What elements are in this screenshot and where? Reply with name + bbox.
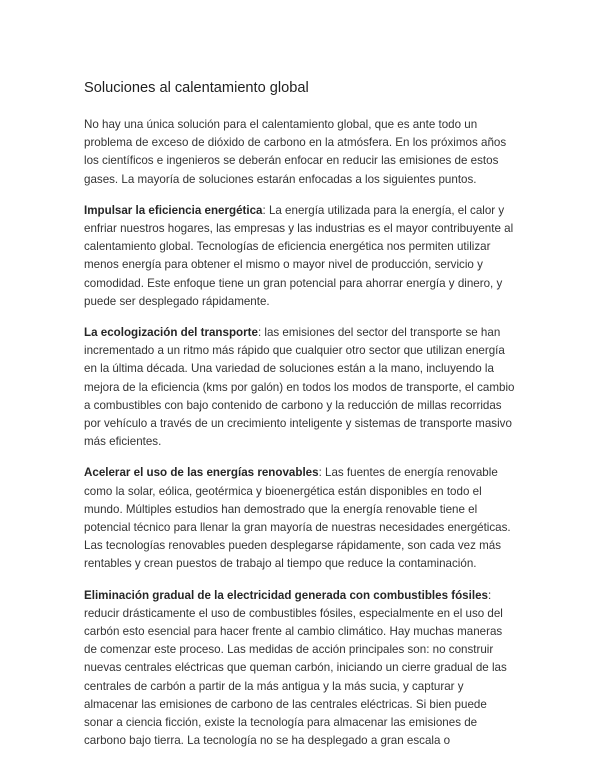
section-heading: Impulsar la eficiencia energética bbox=[84, 203, 263, 217]
section-body: : La energía utilizada para la energía, el calor y enfriar nuestros hogares, las empresas y las industrias es el mayor contribuyente al calentamiento global. Tecnologías de eficiencia energética nos permiten utilizar menos energía para obtener el mismo o mayor nivel de producción, servicio y comodidad. Este enfoque tiene un gran potencial para ahorrar energía y dinero, y puede ser desplegado rápidamente. bbox=[84, 203, 514, 308]
section-body: : Las fuentes de energía renovable como la solar, eólica, geotérmica y bioenergética están disponibles en todo el mundo. Múltiples estudios han demostrado que la energía renovable tiene el potencial técnico para llenar la gran mayoría de nuestras necesidades energéticas. Las tecnologías renovables pueden desplegarse rápidamente, son cada vez más rentables y crean puestos de trabajo al tiempo que reduce la contaminación. bbox=[84, 466, 511, 571]
section-fossil-phaseout bbox=[84, 587, 516, 751]
section-renewables bbox=[84, 464, 516, 573]
section-body: : las emisiones del sector del transporte se han incrementado a un ritmo más rápido que cualquier otro sector que utilizan energía en la última década. Una variedad de soluciones están a la mano, incluyendo la mejora de la eficiencia (kms por galón) en todos los modos de transporte, el cambio a combustibles con bajo contenido de carbono y la reducción de millas recorridas por vehículo a través de un crecimiento inteligente y sistemas de transporte masivo más eficientes. bbox=[84, 326, 515, 449]
section-body: : reducir drásticamente el uso de combustibles fósiles, especialmente en el uso del carbón esto esencial para hacer frente al cambio climático. Hay muchas maneras de comenzar este proceso. Las medidas de acción principales son: no construir nuevas centrales eléctricas que queman carbón, iniciando un cierre gradual de las centrales de carbón a partir de la más antigua y la más sucia, y capturar y almacenar las emisiones de carbono de las centrales eléctricas. Si bien puede sonar a ciencia ficción, existe la tecnología para almacenar las emisiones de carbono bajo tierra. La tecnología no se ha desplegado a gran escala o bbox=[84, 588, 507, 748]
section-energy-efficiency bbox=[84, 202, 516, 311]
page-title: Soluciones al calentamiento global bbox=[84, 80, 309, 96]
section-heading: La ecologización del transporte bbox=[84, 326, 258, 340]
document-page bbox=[84, 78, 516, 764]
section-heading: Eliminación gradual de la electricidad generada con combustibles fósiles bbox=[84, 588, 488, 602]
intro-paragraph: No hay una única solución para el calentamiento global, que es ante todo un problema de exceso de dióxido de carbono en la atmósfera. En los próximos años los científicos e ingenieros se deberán enfocar en reducir las emisiones de estos gases. La mayoría de soluciones estarán enfocadas a los siguientes puntos. bbox=[84, 118, 507, 186]
section-heading: Acelerar el uso de las energías renovables bbox=[84, 466, 319, 480]
section-transport bbox=[84, 324, 516, 451]
